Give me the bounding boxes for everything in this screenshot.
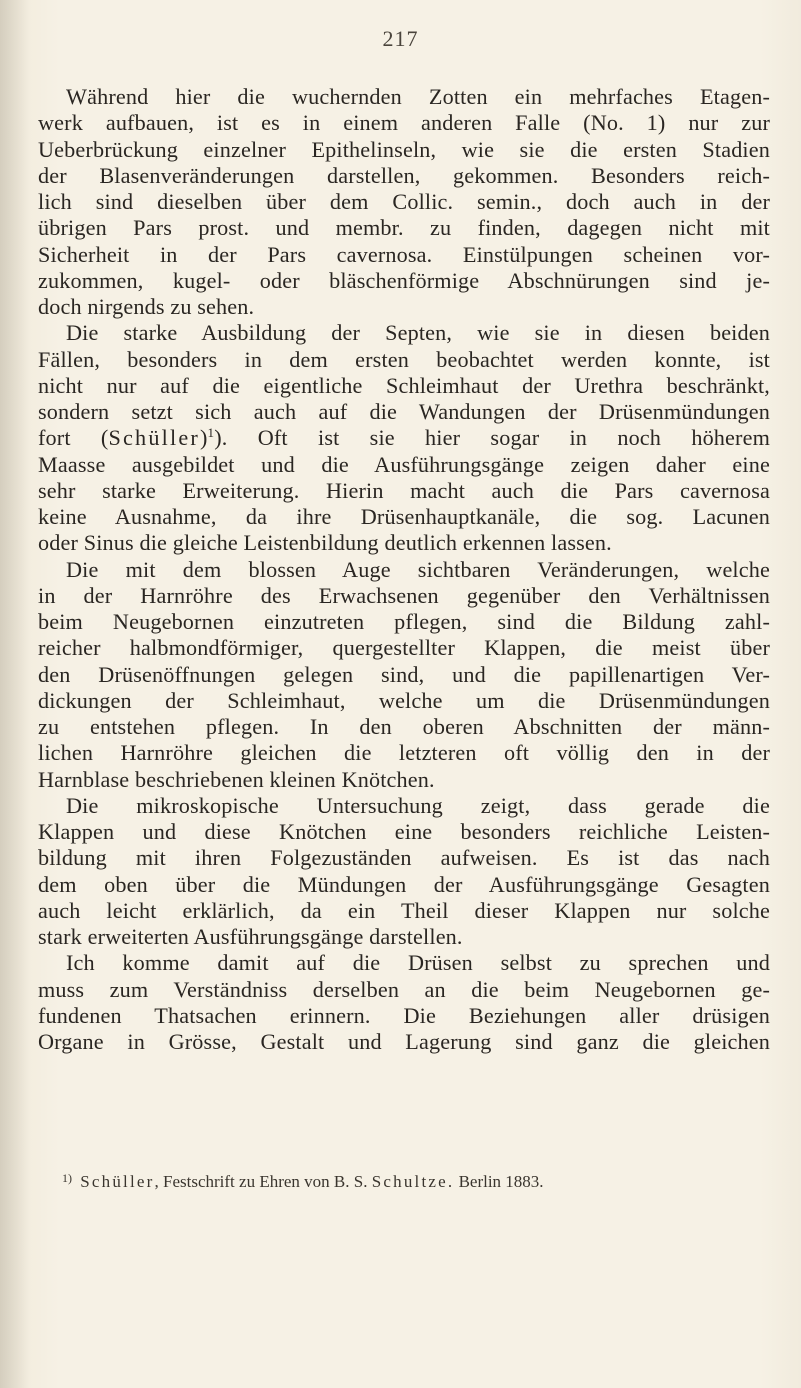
text-line: Ich komme damit auf die Drüsen selbst zu sprechen und (66, 950, 770, 976)
text-line: sehr starke Erweiterung. Hierin macht auch die Pars cavernosa (38, 477, 770, 503)
text-line: dem oben über die Mündungen der Ausführungsgänge Gesagten (38, 871, 770, 897)
text-line: Maasse ausgebildet und die Ausführungsgänge zeigen daher eine (38, 451, 770, 477)
text-line: Organe in Grösse, Gestalt und Lagerung sind ganz die gleichen (38, 1029, 770, 1054)
citation-after: ). Oft ist sie hier sogar in noch höherem (214, 425, 770, 451)
text-line: den Drüsenöffnungen gelegen sind, und die papillenartigen Ver- (38, 661, 770, 687)
text-line: doch nirgends zu sehen. (38, 294, 255, 319)
text-line: nicht nur auf die eigentliche Schleimhaut der Urethra beschränkt, (38, 372, 770, 398)
text-line-with-citation (38, 425, 770, 451)
text-line: Die mit dem blossen Auge sichtbaren Veränderungen, welche (66, 556, 770, 582)
gutter-shadow (0, 0, 30, 1388)
text-line: stark erweiterten Ausführungsgänge darstellen. (38, 924, 463, 949)
citation-before: fort ( (38, 425, 109, 451)
paragraph-5 (38, 950, 770, 1055)
text-line: fundenen Thatsachen erinnern. Die Beziehungen aller drüsigen (38, 1002, 770, 1028)
page-number: 217 (382, 26, 419, 51)
text-line: übrigen Pars prost. und membr. zu finden, dagegen nicht mit (38, 215, 770, 241)
footnote: $^{1)}$ Schüller, Festschrift zu Ehren von B. S. Schultze. Berlin 1883. (62, 1171, 544, 1191)
citation-paren: ) (200, 425, 208, 451)
footnote-reference: 1 (207, 425, 215, 441)
text-line: sondern setzt sich auch auf die Wandungen der Drüsenmündungen (38, 399, 770, 424)
paragraph-4 (38, 793, 770, 951)
body-text (38, 84, 770, 1055)
text-line: dickungen der Schleimhaut, welche um die Drüsenmündungen (38, 687, 770, 713)
paragraph-2 (38, 320, 770, 556)
text-line: auch leicht erklärlich, da ein Theil dieser Klappen nur solche (38, 897, 770, 923)
text-line: muss zum Verständniss derselben an die beim Neugebornen ge- (38, 976, 770, 1002)
text-line: bildung mit ihren Folgezuständen aufweisen. Es ist das nach (38, 845, 770, 871)
text-line: Ueberbrückung einzelner Epithelinseln, wie sie die ersten Stadien (38, 136, 770, 162)
text-line: zukommen, kugel- oder bläschenförmige Abschnürungen sind je- (38, 267, 770, 293)
text-line: Während hier die wuchernden Zotten ein mehrfaches Etagen- (66, 84, 770, 109)
text-line: reicher halbmondförmiger, quergestellter Klappen, die meist über (38, 635, 770, 661)
footnote-honoree: Schultze. (371, 1172, 455, 1191)
paragraph-1 (38, 84, 770, 320)
footnote-place-year: Berlin 1883. (458, 1172, 544, 1191)
text-line: oder Sinus die gleiche Leistenbildung deutlich erkennen lassen. (38, 530, 612, 556)
text-line: Die mikroskopische Untersuchung zeigt, dass gerade die (66, 792, 770, 818)
footnote-author: Schüller (80, 1172, 155, 1191)
citation-author: Schüller (108, 425, 200, 451)
text-line: werk aufbauen, ist es in einem anderen Falle (No. 1) nur zur (38, 110, 770, 136)
text-line: der Blasenveränderungen darstellen, gekommen. Besonders reich- (38, 162, 770, 188)
footnote-title: Festschrift zu Ehren von B. S. (163, 1172, 368, 1191)
text-line: Klappen und diese Knötchen eine besonders reichliche Leisten- (38, 819, 770, 844)
text-line: lichen Harnröhre gleichen die letzteren oft völlig den in der (38, 740, 770, 766)
text-line: keine Ausnahme, da ihre Drüsenhauptkanäle, die sog. Lacunen (38, 504, 770, 529)
text-line: beim Neugebornen einzutreten pflegen, sind die Bildung zahl- (38, 609, 770, 634)
paragraph-3 (38, 557, 770, 793)
text-line: zu entstehen pflegen. In den oberen Abschnitten der männ- (38, 714, 770, 739)
text-line: in der Harnröhre des Erwachsenen gegenüber den Verhältnissen (38, 582, 770, 608)
footnote-mark: 1) (62, 1171, 72, 1185)
text-line: Harnblase beschriebenen kleinen Knötchen. (38, 766, 435, 792)
text-line: lich sind dieselben über dem Collic. semin., doch auch in der (38, 189, 770, 214)
text-line: Sicherheit in der Pars cavernosa. Einstülpungen scheinen vor- (38, 241, 770, 267)
text-line: Die starke Ausbildung der Septen, wie sie in diesen beiden (66, 320, 770, 346)
text-line: Fällen, besonders in dem ersten beobachtet werden konnte, ist (38, 346, 770, 372)
